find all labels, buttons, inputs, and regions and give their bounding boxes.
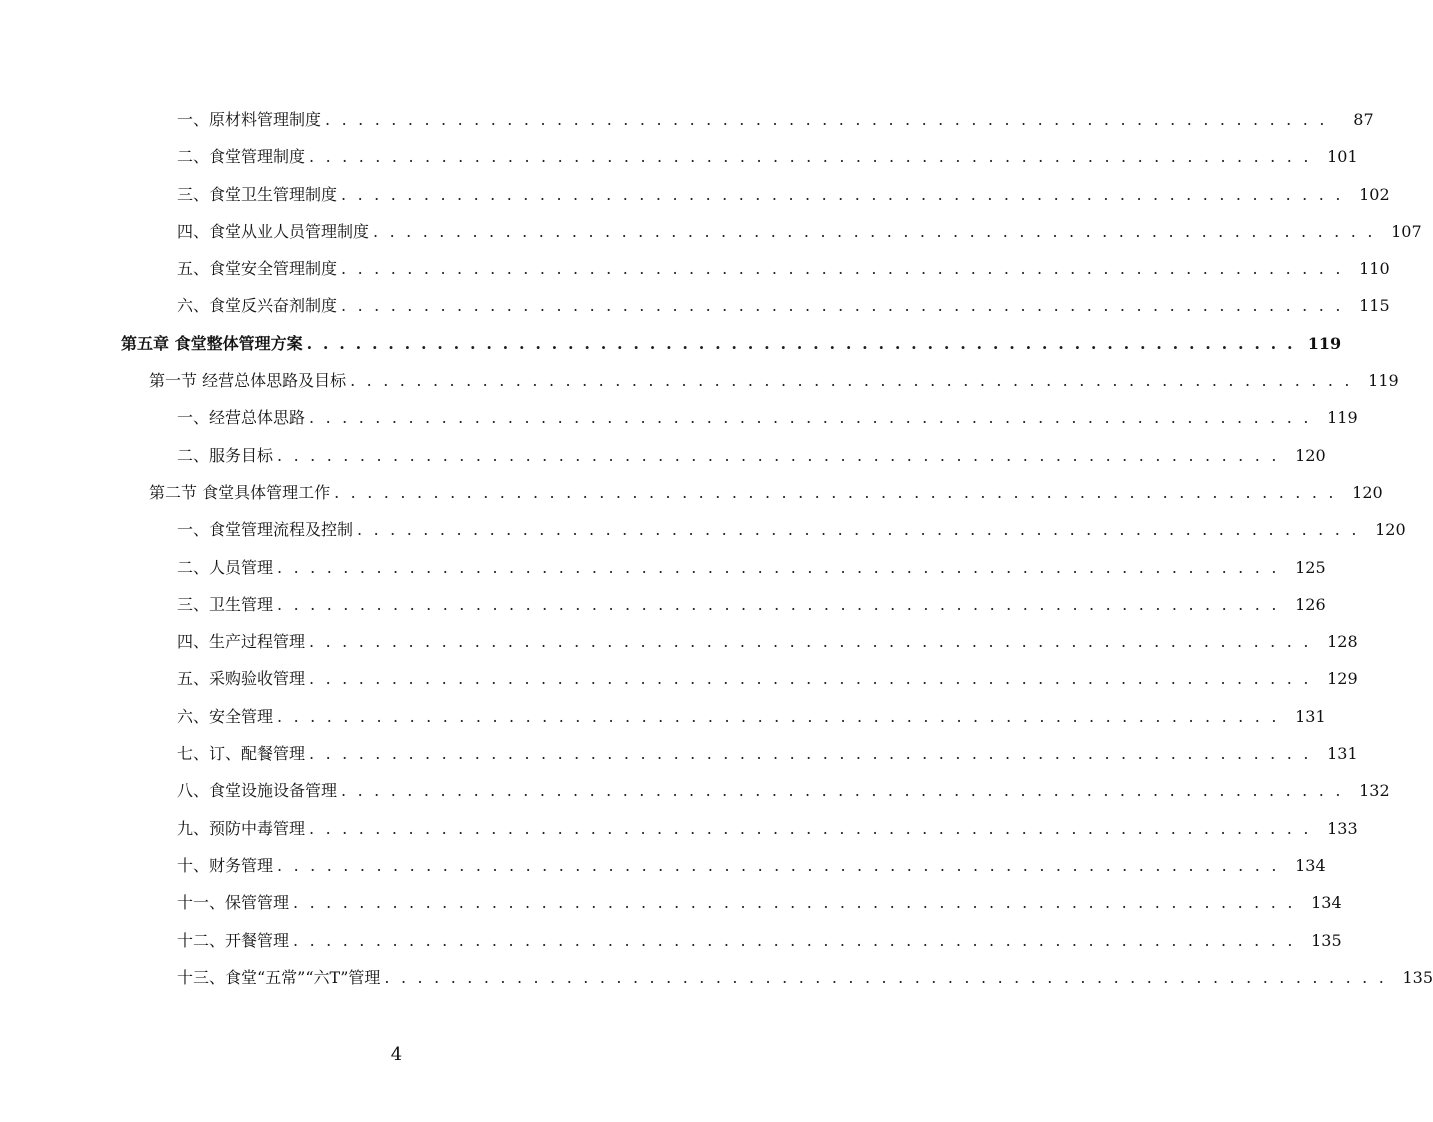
dot-leader: . . . . . . . . . . . . . . . . . . . . . . . . . . . . . . . . . . . . . . . . . . . . . . . . . . . . . . . . . . . . . <box>309 408 1312 428</box>
dot-leader: . . . . . . . . . . . . . . . . . . . . . . . . . . . . . . . . . . . . . . . . . . . . . . . . . . . . . . . . . . . . . <box>325 110 1328 129</box>
table-of-contents <box>0 101 1433 996</box>
toc-entry-title: 三、卫生管理 <box>177 594 274 614</box>
toc-entry-title: 第五章 食堂整体管理方案 <box>121 333 303 353</box>
toc-entry-page: 135 <box>1311 930 1342 950</box>
toc-entry[interactable] <box>0 549 1326 586</box>
toc-entry[interactable] <box>0 698 1326 735</box>
toc-entry[interactable] <box>0 213 1422 250</box>
toc-entry-page: 120 <box>1295 445 1326 465</box>
toc-entry-title: 第一节 经营总体思路及目标 <box>149 371 347 391</box>
toc-entry[interactable] <box>0 959 1433 996</box>
toc-entry-title: 五、食堂安全管理制度 <box>177 259 338 279</box>
toc-entry-title: 八、食堂设施设备管理 <box>177 781 338 801</box>
toc-entry[interactable] <box>0 138 1358 175</box>
dot-leader: . . . . . . . . . . . . . . . . . . . . . . . . . . . . . . . . . . . . . . . . . . . . . . . . . . . . . . . . . . . . . <box>357 520 1360 540</box>
toc-entry-page: 134 <box>1311 893 1342 913</box>
dot-leader: . . . . . . . . . . . . . . . . . . . . . . . . . . . . . . . . . . . . . . . . . . . . . . . . . . . . . . . . . . . . . <box>341 259 1344 279</box>
toc-entry[interactable] <box>0 437 1326 474</box>
dot-leader: . . . . . . . . . . . . . . . . . . . . . . . . . . . . . . . . . . . . . . . . . . . . . . . . . . . . . . . . . . . . . <box>309 744 1312 764</box>
dot-leader: . . . . . . . . . . . . . . . . . . . . . . . . . . . . . . . . . . . . . . . . . . . . . . . . . . . . . . . . . . . . . <box>277 855 1280 875</box>
toc-entry[interactable] <box>0 922 1342 959</box>
page-number: 4 <box>390 1044 403 1065</box>
toc-entry-title: 一、食堂管理流程及控制 <box>177 520 354 540</box>
toc-entry-page: 107 <box>1391 221 1422 241</box>
toc-entry-title: 十二、开餐管理 <box>177 930 290 950</box>
toc-entry[interactable] <box>0 660 1358 697</box>
toc-entry-page: 126 <box>1295 594 1326 614</box>
toc-entry-title: 十一、保管管理 <box>177 893 290 913</box>
dot-leader: . . . . . . . . . . . . . . . . . . . . . . . . . . . . . . . . . . . . . . . . . . . . . . . . . . . . . . . . . . . . . <box>373 221 1376 241</box>
toc-entry-page: 131 <box>1295 706 1326 726</box>
toc-entry[interactable] <box>0 772 1390 809</box>
toc-entry-title: 六、安全管理 <box>177 706 274 726</box>
toc-entry[interactable] <box>0 101 1374 138</box>
toc-entry-page: 102 <box>1359 184 1390 204</box>
toc-entry-title: 十、财务管理 <box>177 855 274 875</box>
dot-leader: . . . . . . . . . . . . . . . . . . . . . . . . . . . . . . . . . . . . . . . . . . . . . . . . . . . . . . . . . . . . . <box>306 333 1296 353</box>
toc-entry-page: 125 <box>1295 557 1326 577</box>
dot-leader: . . . . . . . . . . . . . . . . . . . . . . . . . . . . . . . . . . . . . . . . . . . . . . . . . . . . . . . . . . . . . <box>341 781 1344 801</box>
toc-entry-title: 一、经营总体思路 <box>177 408 306 428</box>
toc-entry-title: 六、食堂反兴奋剂制度 <box>177 296 338 316</box>
toc-entry-page: 101 <box>1327 147 1358 167</box>
dot-leader: . . . . . . . . . . . . . . . . . . . . . . . . . . . . . . . . . . . . . . . . . . . . . . . . . . . . . . . . . . . . . <box>277 594 1280 614</box>
toc-entry-page: 119 <box>1307 333 1342 353</box>
toc-entry[interactable] <box>0 362 1399 399</box>
dot-leader: . . . . . . . . . . . . . . . . . . . . . . . . . . . . . . . . . . . . . . . . . . . . . . . . . . . . . . . . . . . . . <box>277 706 1280 726</box>
toc-entry-page: 120 <box>1375 520 1406 540</box>
toc-entry-title: 二、食堂管理制度 <box>177 147 306 167</box>
toc-entry-title: 七、订、配餐管理 <box>177 744 306 764</box>
toc-entry-page: 134 <box>1295 855 1326 875</box>
toc-entry-page: 133 <box>1327 818 1358 838</box>
toc-entry-page: 128 <box>1327 632 1358 652</box>
toc-entry-page: 87 <box>1353 110 1374 129</box>
toc-entry-title: 四、食堂从业人员管理制度 <box>177 221 370 241</box>
dot-leader: . . . . . . . . . . . . . . . . . . . . . . . . . . . . . . . . . . . . . . . . . . . . . . . . . . . . . . . . . . . . . <box>309 818 1312 838</box>
toc-entry-title: 十三、食堂“五常”“六T”管理 <box>177 967 381 987</box>
toc-entry-title: 五、采购验收管理 <box>177 669 306 689</box>
toc-entry[interactable] <box>0 586 1326 623</box>
toc-entry[interactable] <box>0 511 1406 548</box>
toc-entry[interactable] <box>0 399 1358 436</box>
toc-entry[interactable] <box>0 847 1326 884</box>
toc-entry-title: 二、服务目标 <box>177 445 274 465</box>
dot-leader: . . . . . . . . . . . . . . . . . . . . . . . . . . . . . . . . . . . . . . . . . . . . . . . . . . . . . . . . . . . . . <box>277 445 1280 465</box>
toc-entry-page: 120 <box>1352 482 1383 502</box>
toc-entry-page: 110 <box>1359 259 1390 279</box>
dot-leader: . . . . . . . . . . . . . . . . . . . . . . . . . . . . . . . . . . . . . . . . . . . . . . . . . . . . . . . . . . . . . <box>309 147 1312 167</box>
dot-leader: . . . . . . . . . . . . . . . . . . . . . . . . . . . . . . . . . . . . . . . . . . . . . . . . . . . . . . . . . . . . . <box>293 893 1296 913</box>
toc-entry-page: 132 <box>1359 781 1390 801</box>
toc-entry-title: 三、食堂卫生管理制度 <box>177 184 338 204</box>
dot-leader: . . . . . . . . . . . . . . . . . . . . . . . . . . . . . . . . . . . . . . . . . . . . . . . . . . . . . . . . . . . . . <box>309 669 1312 689</box>
toc-entry[interactable] <box>0 287 1390 324</box>
dot-leader: . . . . . . . . . . . . . . . . . . . . . . . . . . . . . . . . . . . . . . . . . . . . . . . . . . . . . . . . . . . . . <box>334 482 1337 502</box>
toc-entry-page: 131 <box>1327 744 1358 764</box>
toc-entry-title: 二、人员管理 <box>177 557 274 577</box>
toc-entry[interactable] <box>0 810 1358 847</box>
dot-leader: . . . . . . . . . . . . . . . . . . . . . . . . . . . . . . . . . . . . . . . . . . . . . . . . . . . . . . . . . . . . . <box>277 557 1280 577</box>
toc-entry-page: 119 <box>1327 408 1358 428</box>
dot-leader: . . . . . . . . . . . . . . . . . . . . . . . . . . . . . . . . . . . . . . . . . . . . . . . . . . . . . . . . . . . . . <box>341 184 1344 204</box>
toc-entry-page: 129 <box>1327 669 1358 689</box>
toc-entry[interactable] <box>0 623 1358 660</box>
toc-entry-title: 第二节 食堂具体管理工作 <box>149 482 331 502</box>
toc-entry[interactable] <box>0 884 1342 921</box>
toc-entry-page: 135 <box>1402 967 1433 987</box>
dot-leader: . . . . . . . . . . . . . . . . . . . . . . . . . . . . . . . . . . . . . . . . . . . . . . . . . . . . . . . . . . . . . <box>350 371 1353 391</box>
toc-entry-page: 115 <box>1359 296 1390 316</box>
toc-entry-title: 四、生产过程管理 <box>177 632 306 652</box>
dot-leader: . . . . . . . . . . . . . . . . . . . . . . . . . . . . . . . . . . . . . . . . . . . . . . . . . . . . . . . . . . . . . <box>309 632 1312 652</box>
toc-entry[interactable] <box>0 474 1383 511</box>
toc-entry-title: 一、原材料管理制度 <box>177 110 322 129</box>
toc-entry-title: 九、预防中毒管理 <box>177 818 306 838</box>
toc-entry-page: 119 <box>1368 371 1399 391</box>
dot-leader: . . . . . . . . . . . . . . . . . . . . . . . . . . . . . . . . . . . . . . . . . . . . . . . . . . . . . . . . . . . . . <box>384 967 1388 987</box>
toc-entry[interactable] <box>0 250 1390 287</box>
toc-entry[interactable] <box>0 176 1390 213</box>
toc-entry[interactable] <box>0 735 1358 772</box>
toc-entry[interactable] <box>0 325 1342 362</box>
dot-leader: . . . . . . . . . . . . . . . . . . . . . . . . . . . . . . . . . . . . . . . . . . . . . . . . . . . . . . . . . . . . . <box>293 930 1296 950</box>
dot-leader: . . . . . . . . . . . . . . . . . . . . . . . . . . . . . . . . . . . . . . . . . . . . . . . . . . . . . . . . . . . . . <box>341 296 1344 316</box>
